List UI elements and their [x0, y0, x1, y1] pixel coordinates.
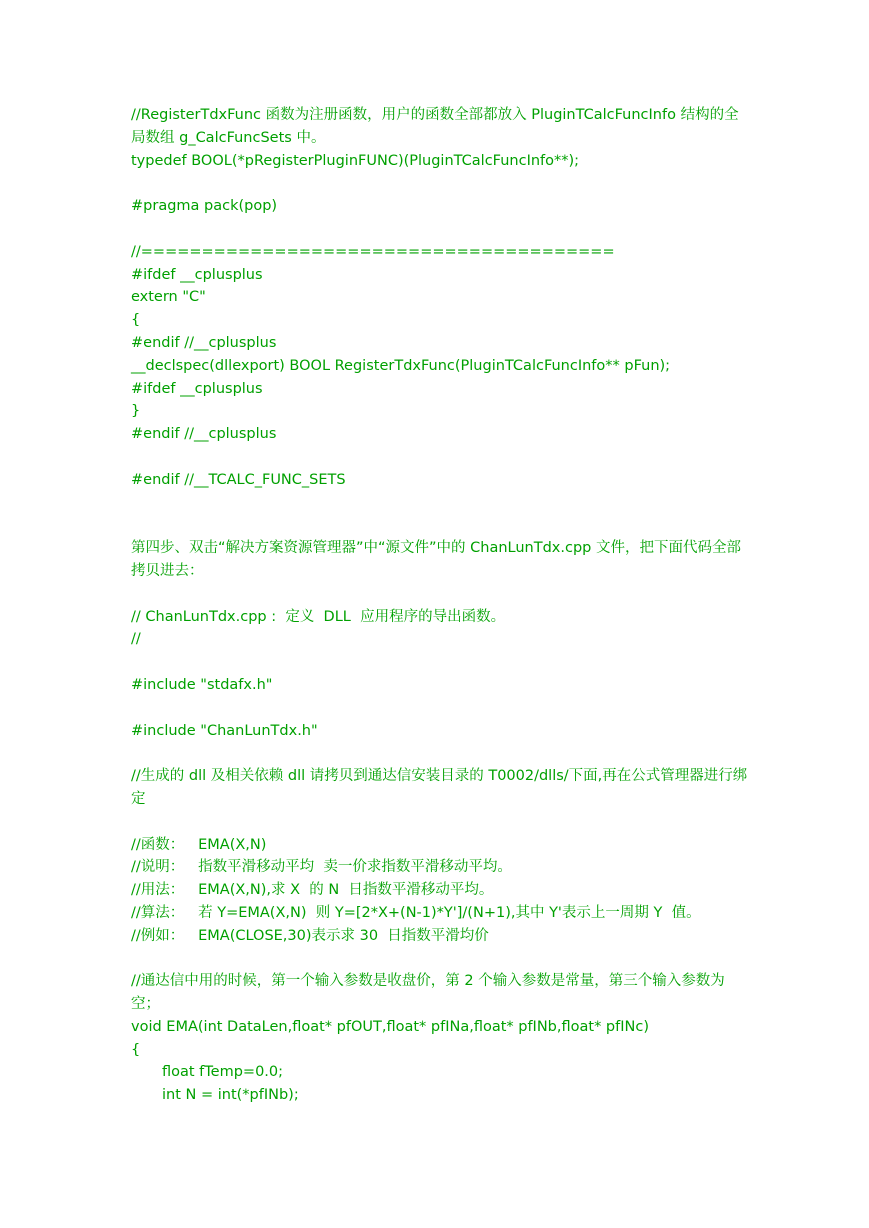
extern-line: extern "C": [131, 289, 206, 306]
ema-algorithm-comment: //算法： 若 Y=EMA(X,N) 则 Y=[2*X+(N-1)*Y']/(N+1),其中 Y'表示上一周期 Y 值。: [131, 904, 701, 921]
document-page: [131, 104, 751, 1107]
pragma-line: #pragma pack(pop): [131, 198, 278, 215]
include-stdafx: #include "stdafx.h": [131, 676, 273, 693]
ema-signature: void EMA(int DataLen,float* pfOUT,float* pfINa,float* pfINb,float* pfINc): [131, 1018, 649, 1035]
ema-example-comment: //例如： EMA(CLOSE,30)表示求 30 日指数平滑均价: [131, 927, 489, 944]
spacer: [131, 492, 751, 538]
spacer: [131, 947, 751, 970]
ifdef-line: #ifdef __cplusplus: [131, 266, 263, 283]
spacer: [131, 218, 751, 241]
spacer: [131, 742, 751, 765]
include-chanluntdx: #include "ChanLunTdx.h": [131, 722, 318, 739]
endif-line: #endif //__cplusplus: [131, 334, 277, 351]
separator-comment: //=======================================: [131, 243, 615, 260]
open-brace: {: [131, 1041, 141, 1058]
spacer: [131, 172, 751, 195]
comment-line: //: [131, 631, 141, 648]
file-header-comment: // ChanLunTdx.cpp : 定义 DLL 应用程序的导出函数。: [131, 608, 506, 625]
comment-register-func: //RegisterTdxFunc 函数为注册函数，用户的函数全部都放入 PluginTCalcFuncInfo 结构的全局数组 g_CalcFuncSets 中。: [131, 107, 739, 146]
spacer: [131, 446, 751, 469]
spacer: [131, 583, 751, 606]
dll-install-comment: //生成的 dll 及相关依赖 dll 请拷贝到通达信安装目录的 T0002/dlls/下面,再在公式管理器进行绑定: [131, 768, 748, 807]
step-four-instruction: 第四步、双击“解决方案资源管理器”中“源文件”中的 ChanLunTdx.cpp 文件，把下面代码全部拷贝进去：: [131, 540, 741, 579]
endif-tcalc-line: #endif //__TCALC_FUNC_SETS: [131, 471, 346, 488]
spacer: [131, 697, 751, 720]
open-brace: {: [131, 312, 141, 329]
n-declaration: int N = int(*pfINb);: [162, 1087, 299, 1104]
ftemp-declaration: float fTemp=0.0;: [162, 1064, 284, 1081]
ema-usage-comment: //用法： EMA(X,N),求 X 的 N 日指数平滑移动平均。: [131, 882, 494, 899]
typedef-line: typedef BOOL(*pRegisterPluginFUNC)(PluginTCalcFuncInfo**);: [131, 152, 580, 169]
ema-function-comment: //函数： EMA(X,N): [131, 836, 267, 853]
spacer: [131, 651, 751, 674]
spacer: [131, 811, 751, 834]
parameter-comment: //通达信中用的时候，第一个输入参数是收盘价，第 2 个输入参数是常量，第三个输入参数为空；: [131, 973, 725, 1013]
ema-description-comment: //说明： 指数平滑移动平均 卖一价求指数平滑移动平均。: [131, 859, 512, 876]
declspec-line: __declspec(dllexport) BOOL RegisterTdxFunc(PluginTCalcFuncInfo** pFun);: [131, 357, 671, 374]
close-brace: }: [131, 403, 141, 420]
ifdef-line: #ifdef __cplusplus: [131, 380, 263, 397]
endif-line: #endif //__cplusplus: [131, 426, 277, 443]
